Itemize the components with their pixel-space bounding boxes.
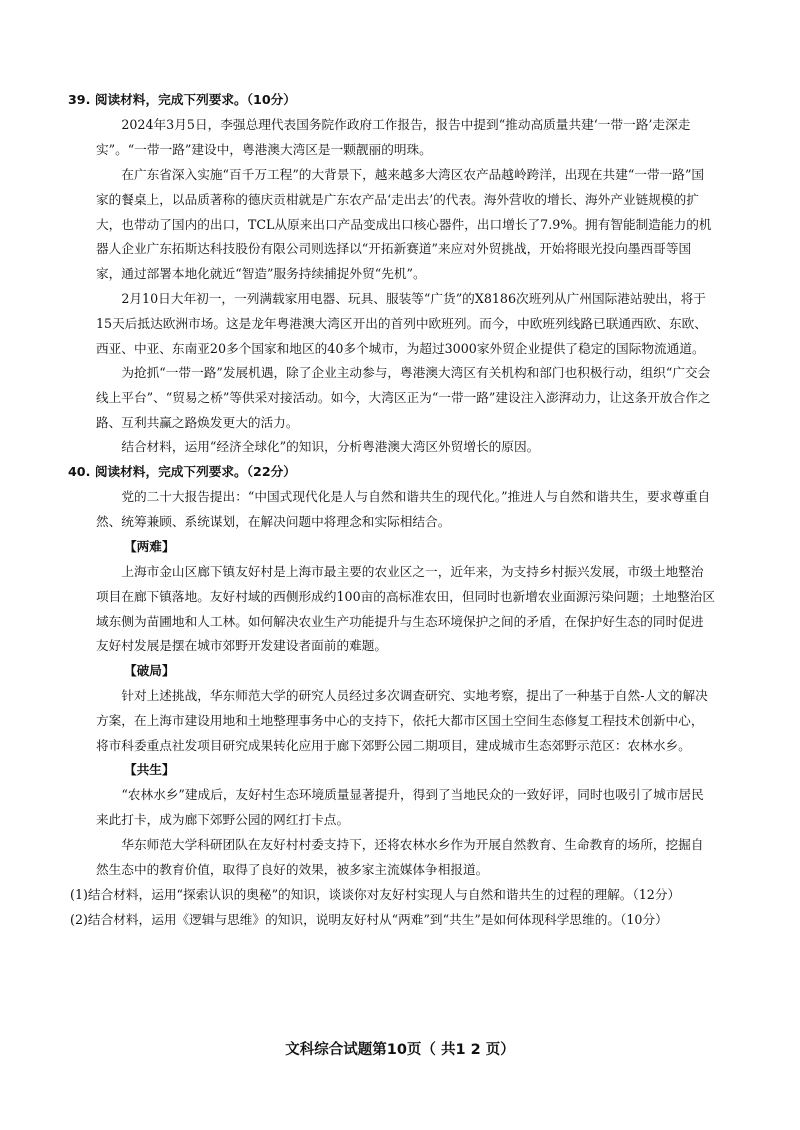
section-title-liangnan: 【两难】 — [124, 539, 175, 554]
section-text-poju: 针对上述挑战，华东师范大学的研究人员经过多次调查研究、实地考察，提出了一种基于自然-人文的解决方案，在上海市建设用地和土地整理事务中心的支持下，依托大都市区国土空间生态修复工程技术创新中心，将市科委重点社发项目研究成果转化应用于廊下郊野公园二期项目，建成城市生态郊野示范区：农林水乡。 — [96, 688, 708, 753]
section-title-gongsheng: 【共生】 — [124, 762, 175, 777]
q39-question: 结合材料，运用“经济全球化”的知识，分析粤港澳大湾区外贸增长的原因。 — [121, 439, 540, 454]
question-39-title: 39. 阅读材料，完成下列要求。（10分） — [68, 92, 296, 107]
q39-paragraph-2: 在广东省深入实施“百千万工程”的大背景下，越来越多大湾区农产品越岭跨洋，出现在共建“一带一路”国家的餐桌上，以品质著称的德庆贡柑就是广东农产品‘走出去’的代表。海外营收的增长、海外产业链规模的扩大，也带动了国内的出口，TCL从原来出口产品变成出口核心器件，出口增长了7.9%。拥有智能制造能力的机器人企业广东拓斯达科技股份有限公司则选择以“开拓新赛道”来应对外贸挑战，开始将眼光投向墨西哥等国家，通过部署本地化就近“智造”服务持续捕捉外贸“先机”。 — [96, 167, 712, 282]
q40-subquestion-2: (2)结合材料，运用《逻辑与思维》的知识，说明友好村从“两难”到“共生”是如何体现科学思维的。（10分） — [70, 912, 668, 927]
q39-paragraph-1: 2024年3月5日，李强总理代表国务院作政府工作报告，报告中提到“推动高质量共建‘一带一路’走深走实”。“一带一路”建设中，粤港澳大湾区是一颗靓丽的明珠。 — [96, 117, 691, 157]
q39-paragraph-3: 2月10日大年初一，一列满载家用电器、玩具、服装等“广货”的X8186次班列从广州国际港站驶出，将于15天后抵达欧洲市场。这是龙年粤港澳大湾区开出的首列中欧班列。而今，中欧班列线路已联通西欧、东欧、西亚、中亚、东南亚20多个国家和地区的40多个城市，为超过3000家外贸企业提供了稳定的国际物流通道。 — [96, 291, 707, 356]
question-40-title: 40. 阅读材料，完成下列要求。（22分） — [68, 464, 296, 479]
section-title-poju: 【破局】 — [124, 663, 175, 678]
q39-paragraph-4: 为抢抓“一带一路”发展机遇，除了企业主动参与，粤港澳大湾区有关机构和部门也积极行动，组织“广交会线上平台”、“贸易之桥”等供采对接活动。如今，大湾区正为“一带一路”建设注入澎湃动力，让这条开放合作之路、互利共赢之路焕发更大的活力。 — [96, 365, 711, 430]
section-text-liangnan: 上海市金山区廊下镇友好村是上海市最主要的农业区之一，近年来，为支持乡村振兴发展，市级土地整治项目在廊下镇落地。友好村域的西侧形成约100亩的高标准农田，但同时也新增农业面源污染问题；土地整治区域东侧为苗圃地和人工林。如何解决农业生产功能提升与生态环境保护之间的矛盾，在保护好生态的同时促进友好村发展是摆在城市郊野开发建设者面前的难题。 — [96, 564, 715, 654]
section-text-gongsheng-2: 华东师范大学科研团队在友好村村委支持下，还将农林水乡作为开展自然教育、生命教育的场所，挖掘自然生态中的教育价值，取得了良好的效果，被多家主流媒体争相报道。 — [96, 837, 704, 877]
section-text-gongsheng-1: “农林水乡”建成后，友好村生态环境质量显著提升，得到了当地民众的一致好评，同时也吸引了城市居民来此打卡，成为廊下郊野公园的网红打卡点。 — [96, 787, 704, 827]
q40-intro: 党的二十大报告提出：“中国式现代化是人与自然和谐共生的现代化。”推进人与自然和谐共生，要求尊重自然、统筹兼顾、系统谋划，在解决问题中将理念和实际相结合。 — [96, 489, 711, 529]
page-footer: 文科综合试题第10页（ 共1 2 页） — [285, 1042, 515, 1058]
q40-subquestion-1: (1)结合材料，运用“探索认识的奥秘”的知识，谈谈你对友好村实现人与自然和谐共生的过程的理解。（12分） — [70, 887, 681, 902]
